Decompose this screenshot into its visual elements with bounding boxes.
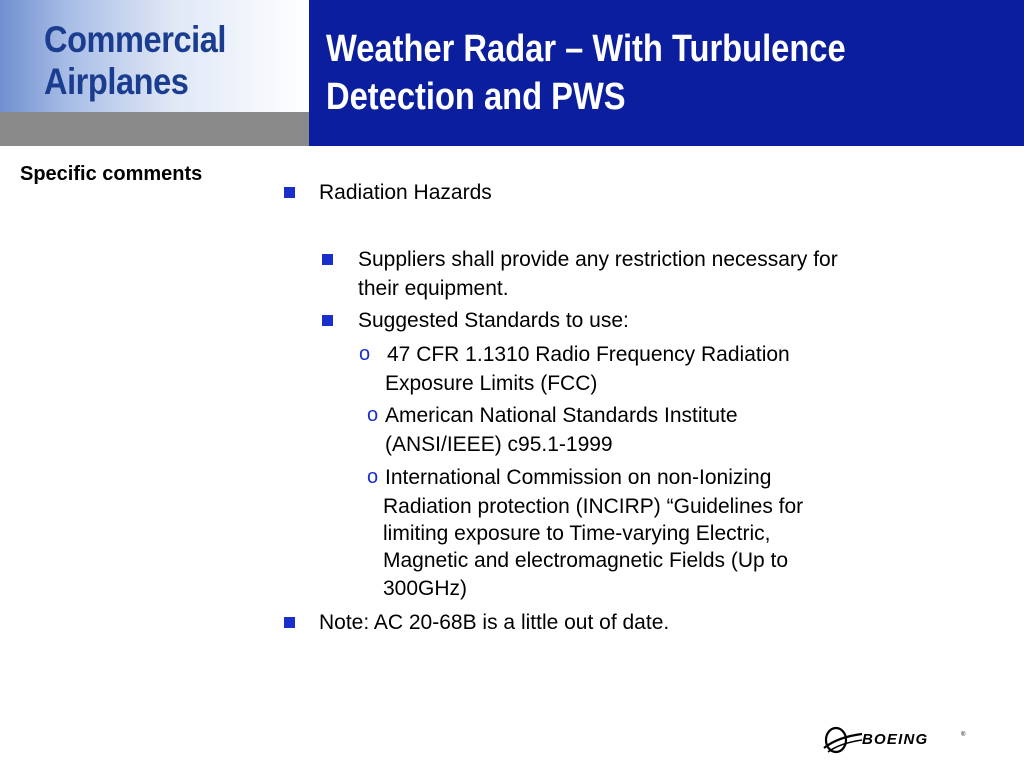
slide-title-line-2: Detection and PWS (326, 76, 626, 118)
bullet-text: Note: AC 20-68B is a little out of date. (319, 611, 670, 634)
standard-text-line-4: Magnetic and electromagnetic Fields (Up to (383, 549, 789, 572)
standard-text-line-2: Radiation protection (INCIRP) “Guidelines for (383, 495, 804, 518)
brand-panel (0, 0, 309, 112)
standard-text-line-1: International Commission on non-Ionizing (385, 466, 772, 489)
sub-bullet-text-line-2: their equipment. (358, 277, 509, 300)
sub-bullet-text-line-1: Suppliers shall provide any restriction necessary for (358, 248, 838, 271)
slide-title-line-1: Weather Radar – With Turbulence (326, 28, 846, 70)
section-label: Specific comments (20, 163, 203, 185)
standard-text-line-2: Exposure Limits (FCC) (385, 372, 598, 395)
circle-bullet-icon: o (359, 343, 371, 365)
square-bullet-icon (284, 617, 295, 628)
slide-title (326, 25, 846, 121)
square-bullet-icon (284, 187, 295, 198)
standard-text-line-1: 47 CFR 1.1310 Radio Frequency Radiation (387, 343, 790, 366)
boeing-logo-icon (822, 722, 972, 758)
square-bullet-icon (322, 315, 333, 326)
brand-line-2: Airplanes (44, 61, 189, 102)
standard-text-line-5: 300GHz) (383, 577, 468, 600)
header-divider-band (0, 112, 309, 146)
sub-bullet-text: Suggested Standards to use: (358, 309, 629, 332)
standard-text-line-2: (ANSI/IEEE) c95.1-1999 (385, 433, 613, 456)
svg-text:®: ® (961, 732, 966, 738)
brand-line-1: Commercial (44, 19, 226, 60)
bullet-text: Radiation Hazards (319, 181, 492, 204)
brand-logo-text (44, 19, 226, 103)
circle-bullet-icon: o (367, 466, 379, 488)
standard-text-line-3: limiting exposure to Time-varying Electric, (383, 522, 771, 545)
standard-text-line-1: American National Standards Institute (385, 404, 738, 427)
circle-bullet-icon: o (367, 404, 379, 426)
boeing-logo (822, 722, 972, 758)
svg-text:BOEING: BOEING (862, 731, 929, 748)
square-bullet-icon (322, 254, 333, 265)
title-panel (309, 0, 1024, 146)
